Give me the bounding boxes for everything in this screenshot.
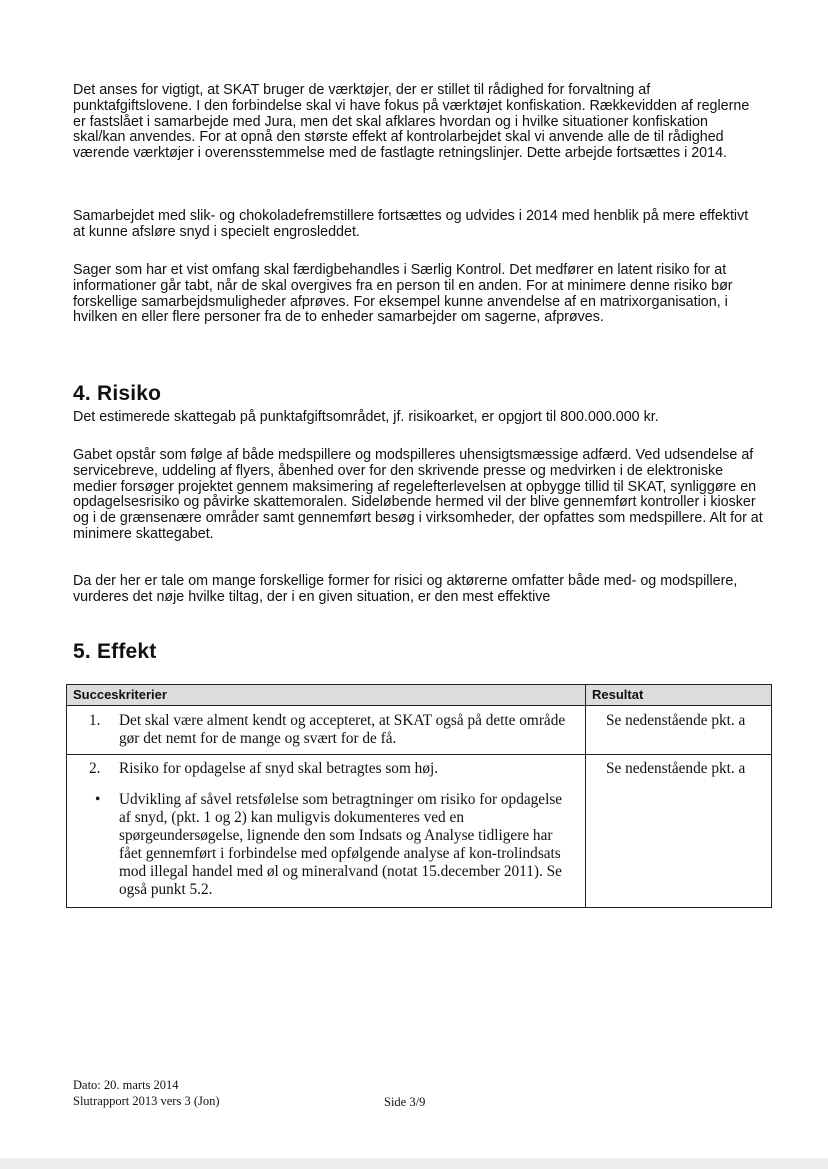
section-4-heading: 4. Risiko: [73, 382, 162, 405]
intro-paragraph-special-control: Sager som har et vist omfang skal færdigbehandles i Særlig Kontrol. Det medfører en latent risiko for at informationer går tabt, når de skal overgives fra en person til en anden. For at minimere denne risiko bør forskellige samarbejdsmuligheder afprøves. For eksempel kunne anvendelse af en matrixorganisation, i hvilken en eller flere personer fra de to enheder samarbejder om sagerne, afprøves.: [73, 262, 733, 326]
intro-paragraph-cooperation: Samarbejdet med slik- og chokoladefremstillere fortsættes og udvides i 2014 med henblik på mere effektivt at kunne afsløre snyd i specielt engrosleddet.: [73, 208, 749, 240]
criteria-cell: [67, 755, 586, 908]
criteria-cell: [67, 706, 586, 755]
table-row: [67, 755, 772, 908]
section-5-heading: 5. Effekt: [73, 640, 157, 663]
column-header-criteria: Succeskriterier: [67, 685, 586, 706]
footer-info: [73, 1077, 220, 1109]
result-cell: Se nedenstående pkt. a: [586, 706, 772, 755]
criterion-item: [89, 712, 571, 748]
table-row: [67, 706, 772, 755]
table-header-row: [67, 685, 772, 706]
criterion-text: Risiko for opdagelse af snyd skal betragtes som høj.: [119, 760, 439, 777]
criterion-bullet-item: [89, 791, 571, 899]
criterion-number: 2.: [89, 760, 101, 777]
risk-paragraph-actors: Da der her er tale om mange forskellige former for risici og aktørerne omfatter både med- og modspillere, vurderes det nøje hvilke tiltag, der i en given situation, er den mest effektive: [73, 573, 738, 605]
footer-date: Dato: 20. marts 2014: [73, 1078, 179, 1092]
page-edge: [0, 1158, 828, 1169]
result-cell: Se nedenstående pkt. a: [586, 755, 772, 908]
criterion-item: [89, 760, 571, 778]
footer-report-name: Slutrapport 2013 vers 3 (Jon): [73, 1094, 220, 1108]
footer-page-number: Side 3/9: [384, 1095, 426, 1109]
criterion-bullet-text: Udvikling af såvel retsfølelse som betragtninger om risiko for opdagelse af snyd, (pkt. 1 og 2) kan muligvis dokumenteres ved en spørgeundersøgelse, lignende den som Indsats og Analyse tidligere har fået gennemført i forbindelse med opfølgende analyse af kon-trolindsats mod illegal handel med øl og mineralvand (notat 15.december 2011). Se også punkt 5.2.: [119, 791, 563, 898]
criterion-text: Det skal være alment kendt og accepteret, at SKAT også på dette område gør det nemt for de mange og svært for de få.: [119, 712, 566, 747]
criterion-number: 1.: [89, 712, 101, 729]
column-header-result: Resultat: [586, 685, 772, 706]
intro-paragraph-tools: Det anses for vigtigt, at SKAT bruger de værktøjer, der er stillet til rådighed for forvaltning af punktafgiftslovene. I den forbindelse skal vi have fokus på værktøjet konfiskation. Rækkevidden af reglerne er fastslået i samarbejde med Jura, men det skal afklares hvordan og i hvilke situationer konfiskation skal/kan anvendes. For at opnå den største effekt af kontrolarbejdet skal vi anvende alle de til rådighed værende værktøjer i overensstemmelse med de fastlagte retningslinjer. Dette arbejde fortsættes i 2014.: [73, 82, 750, 162]
risk-paragraph-behaviour: Gabet opstår som følge af både medspillere og modspilleres uhensigtsmæssige adfærd. Ved udsendelse af servicebreve, uddeling af flyers, åbenhed over for den skrivende presse og medvirken i de elektroniske medier forsøger projektet gennem maksimering af regelefterlevelsen at opbygge tillid til SKAT, synliggøre en opdagelsesrisiko og påvirke skattemoralen. Sideløbende hermed vil der blive gennemført kontroller i kiosker og i de grænsenære områder samt gennemført besøg i virksomheder, der opfattes som medspillere. Alt for at minimere skattegabet.: [73, 447, 763, 542]
risk-paragraph-tax-gap: Det estimerede skattegab på punktafgiftsområdet, jf. risikoarket, er opgjort til 800.000.000 kr.: [73, 409, 659, 425]
bullet-marker: •: [95, 791, 101, 808]
success-criteria-table: [66, 684, 772, 908]
